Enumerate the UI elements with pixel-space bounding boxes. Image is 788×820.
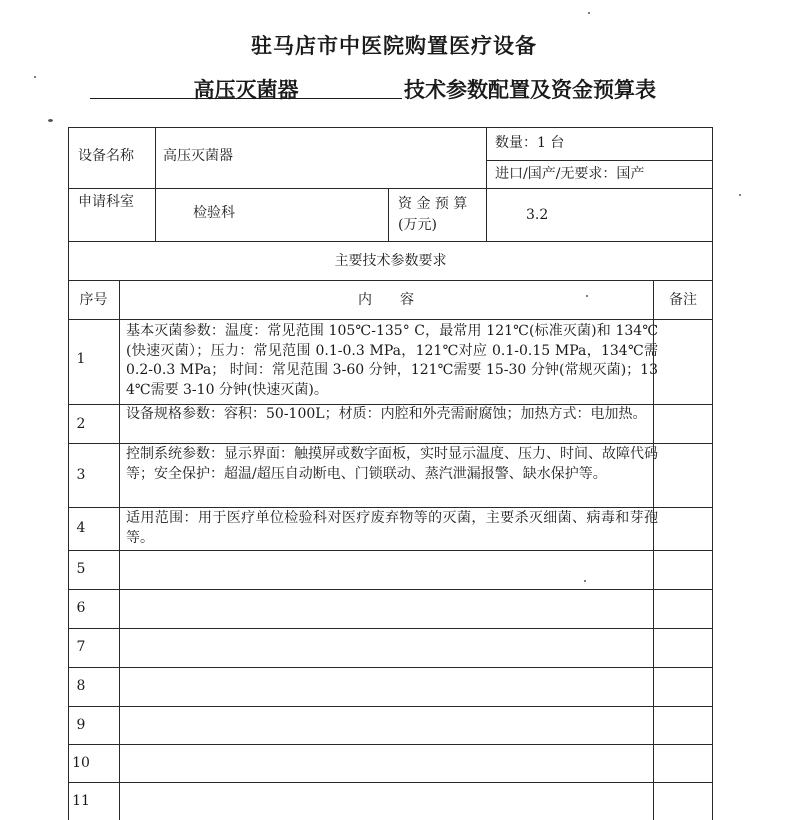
row-content: 适用范围：用于医疗单位检验科对医疗废弃物等的灭菌，主要杀灭细菌、病毒和芽孢等。: [126, 510, 658, 546]
row-index: 5: [76, 561, 86, 577]
device-name-label: 设备名称: [78, 148, 134, 164]
device-title-blank: 高压灭菌器: [90, 74, 402, 99]
department-value: 检验科: [193, 205, 235, 221]
parameter-table: [68, 127, 713, 820]
row-index: 2: [76, 416, 86, 432]
quantity-value: 数量：1 台: [495, 135, 565, 151]
row-index: 9: [76, 717, 86, 733]
document-subtitle: [90, 74, 710, 100]
device-name-value: 高压灭菌器: [163, 148, 233, 164]
row-index: 6: [76, 600, 86, 616]
column-header-content: 内 容: [358, 292, 414, 308]
row-content: 控制系统参数：显示界面：触摸屏或数字面板，实时显示温度、压力、时间、故障代码等；安全保护：超温/超压自动断电、门锁联动、蒸汽泄漏报警、缺水保护等。: [126, 446, 658, 482]
scan-speck: [584, 580, 586, 582]
department-label: 申请科室: [78, 194, 134, 210]
origin-value: 进口/国产/无要求：国产: [495, 166, 645, 182]
column-header-index: 序号: [79, 292, 108, 308]
subtitle-suffix: 技术参数配置及资金预算表: [404, 77, 656, 102]
row-index: 1: [76, 351, 86, 367]
row-index: 7: [76, 639, 86, 655]
scan-speck: [739, 194, 741, 196]
scan-speck: [48, 119, 53, 122]
scan-speck: [34, 76, 36, 78]
row-index: 11: [72, 793, 90, 809]
row-index: 8: [76, 678, 86, 694]
budget-value: 3.2: [526, 207, 549, 223]
scan-speck: [586, 295, 588, 297]
row-index: 3: [76, 467, 86, 483]
section-title: 主要技术参数要求: [334, 253, 447, 269]
document-title: 驻马店市中医院购置医疗设备: [251, 33, 537, 58]
row-index: 4: [76, 520, 86, 536]
column-header-remark: 备注: [669, 292, 697, 308]
budget-label: 资 金 预 算: [398, 196, 468, 212]
row-content: 设备规格参数：容积：50-100L；材质：内腔和外壳需耐腐蚀；加热方式：电加热。: [126, 406, 647, 422]
row-index: 10: [72, 755, 90, 771]
scan-speck: [588, 12, 590, 14]
row-content: 基本灭菌参数：温度：常见范围 105℃-135° C，最常用 121℃(标准灭菌)和 134℃(快速灭菌）；压力：常见范围 0.1-0.3 MPa，121℃对应 0.1-0.15 MPa，134℃需 0.2-0.3 MPa； 时间：常见范围 3-60 分钟，121℃需要 15-30 分钟(常规灭菌)；134℃需要 3-10 分钟(快速灭菌)。: [126, 323, 658, 398]
budget-unit: (万元): [398, 217, 437, 233]
